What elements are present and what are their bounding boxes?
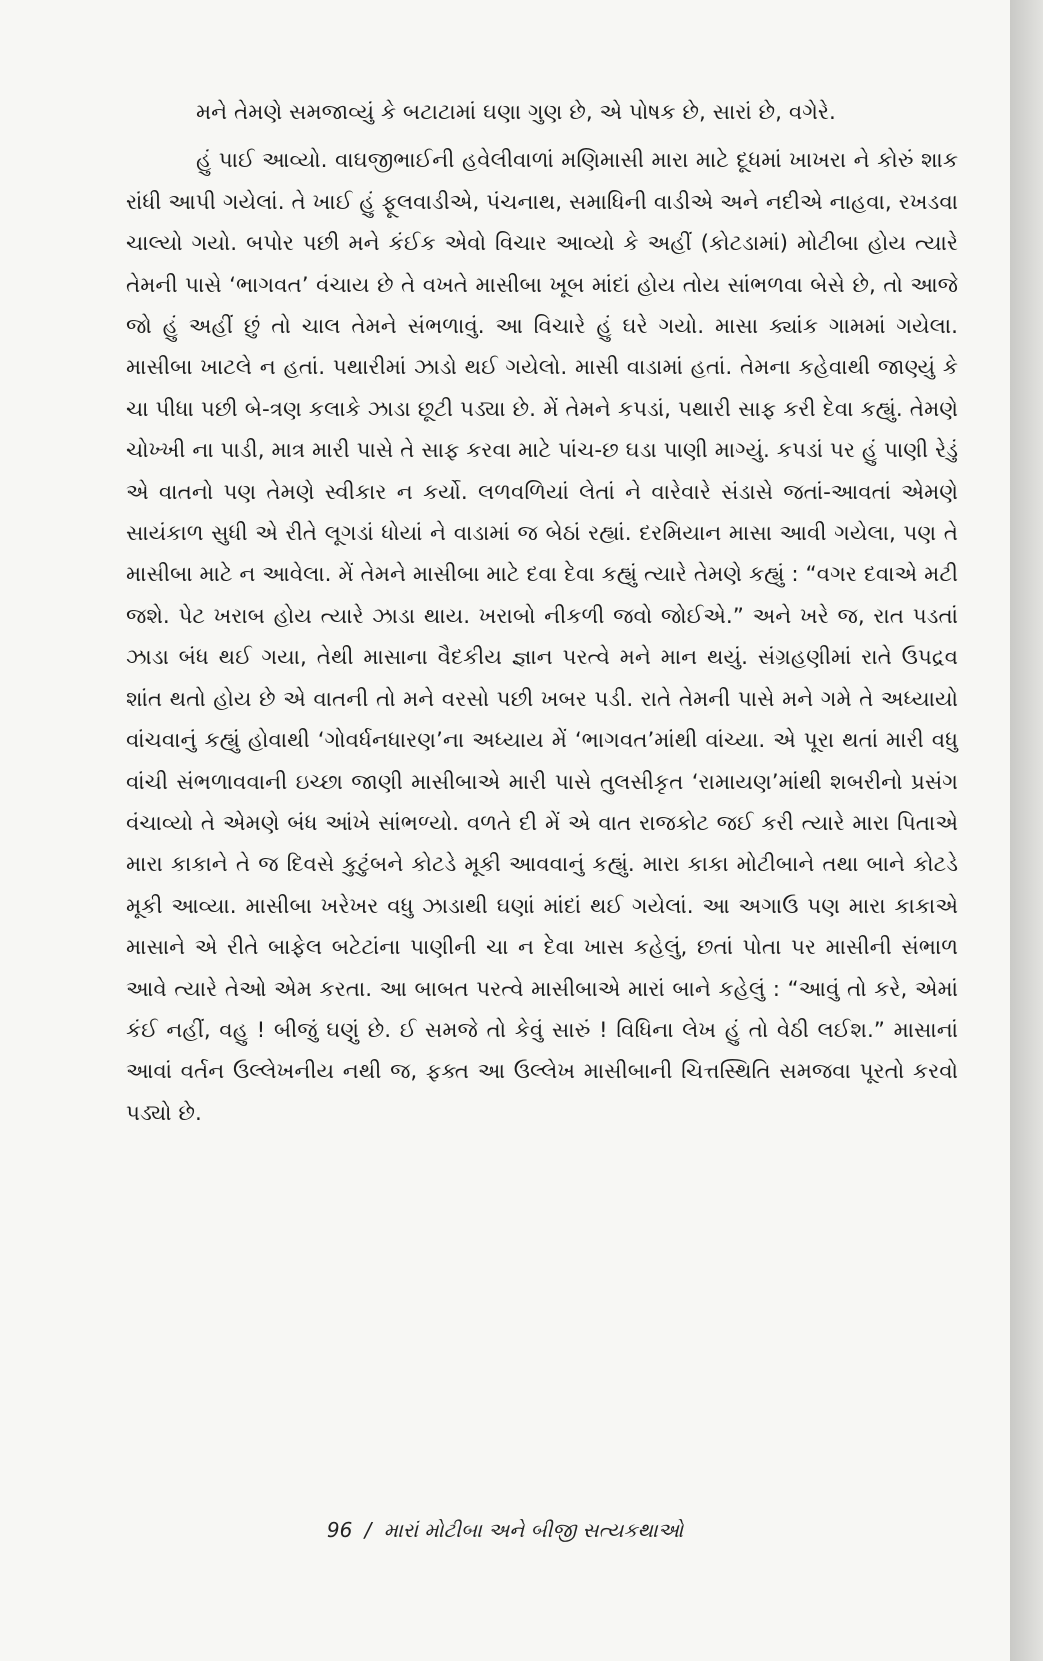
paragraph-2: હું પાઈ આવ્યો. વાઘજીભાઈની હવેલીવાળાં મણિમાસી મારા માટે દૂધમાં ખાખરા ને કોરું શાક રાંધી આપી ગયેલાં. તે ખાઈ હું ફૂલવાડીએ, પંચનાથ, સમાધિની વાડીએ અને નદીએ નાહવા, રખડવા ચાલ્યો ગયો. બપોર પછી મને કંઈક એવો વિચાર આવ્યો કે અહીં (કોટડામાં) મોટીબા હોય ત્યારે તેમની પાસે ‘ભાગવત’ વંચાય છે તે વખતે માસીબા ખૂબ માંદાં હોય તોય સાંભળવા બેસે છે, તો આજે જો હું અહીં છું તો ચાલ તેમને સંભળાવું. આ વિચારે હું ઘરે ગયો. માસા ક્યાંક ગામમાં ગયેલા. માસીબા ખાટલે ન હતાં. પથારીમાં ઝાડો થઈ ગયેલો. માસી વાડામાં હતાં. તેમના કહેવાથી જાણ્યું કે ચા પીધા પછી બે-ત્રણ કલાકે ઝાડા છૂટી પડ્યા છે. મેં તેમને કપડાં, પથારી સાફ કરી દેવા કહ્યું. તેમણે ચોખ્ખી ના પાડી, માત્ર મારી પાસે તે સાફ કરવા માટે પાંચ-છ ઘડા પાણી માગ્યું. કપડાં પર હું પાણી રેડું એ વાતનો પણ તેમણે સ્વીકાર ન કર્યો. લળવળિયાં લેતાં ને વારેવારે સંડાસે જતાં-આવતાં એમણે સાયંકાળ સુધી એ રીતે લૂગડાં ધોયાં ને વાડામાં જ બેઠાં રહ્યાં. દરમિયાન માસા આવી ગયેલા, પણ તે માસીબા માટે ન આવેલા. મેં તેમને માસીબા માટે દવા દેવા કહ્યું ત્યારે તેમણે કહ્યું : “વગર દવાએ મટી જશે. પેટ ખરાબ હોય ત્યારે ઝાડા થાય. ખરાબો નીકળી જવો જોઈએ.” અને ખરે જ, રાત પડતાં ઝાડા બંધ થઈ ગયા, તેથી માસાના વૈદકીય જ્ઞાન પરત્વે મને માન થયું. સંગ્રહણીમાં રાતે ઉપદ્રવ શાંત થતો હોય છે એ વાતની તો મને વરસો પછી ખબર પડી. રાતે તેમની પાસે મને ગમે તે અધ્યાયો વાંચવાનું કહ્યું હોવાથી ‘ગોવર્ધનધારણ’ના અધ્યાય મેં ‘ભાગવત’માંથી વાંચ્યા. એ પૂરા થતાં મારી વધુ વાંચી સંભળાવવાની ઇચ્છા જાણી માસીબાએ મારી પાસે તુલસીકૃત ‘રામાયણ’માંથી શબરીનો પ્રસંગ વંચાવ્યો તે એમણે બંધ આંખે સાંભળ્યો. વળતે દી મેં એ વાત રાજકોટ જઈ કરી ત્યારે મારા પિતાએ મારા કાકાને તે જ દિવસે કુટુંબને કોટડે મૂકી આવવાનું કહ્યું. મારા કાકા મોટીબાને તથા બાને કોટડે મૂકી આવ્યા. માસીબા ખરેખર વધુ ઝાડાથી ઘણાં માંદાં થઈ ગયેલાં. આ અગાઉ પણ મારા કાકાએ માસાને એ રીતે બાફેલ બટેટાંના પાણીની ચા ન દેવા ખાસ કહેલું, છતાં પોતા પર માસીની સંભાળ આવે ત્યારે તેઓ એમ કરતા. આ બાબત પરત્વે માસીબાએ મારાં બાને કહેલું : “આવું તો કરે, એમાં કંઈ નહીં, વહુ ! બીજું ઘણું છે. ઈ સમજે તો કેવું સારું ! વિધિના લેખ હું તો વેઠી લઈશ.” માસાનાં આવાં વર્તન ઉલ્લેખનીય નથી જ, ફક્ત આ ઉલ્લેખ માસીબાની ચિત્તસ્થિતિ સમજવા પૂરતો કરવો પડ્યો છે. — [126, 148, 958, 1126]
body-text — [126, 92, 958, 1141]
page-number: 96 — [326, 1518, 353, 1542]
book-title: મારાં મોટીબા અને બીજી સત્યકથાઓ — [383, 1518, 684, 1542]
page-footer — [0, 1518, 1010, 1542]
paragraph-1: મને તેમણે સમજાવ્યું કે બટાટામાં ઘણા ગુણ છે, એ પોષક છે, સારાં છે, વગેરે. — [196, 100, 836, 125]
footer-separator: / — [364, 1518, 372, 1542]
page-edge-shadow — [1010, 0, 1043, 1661]
